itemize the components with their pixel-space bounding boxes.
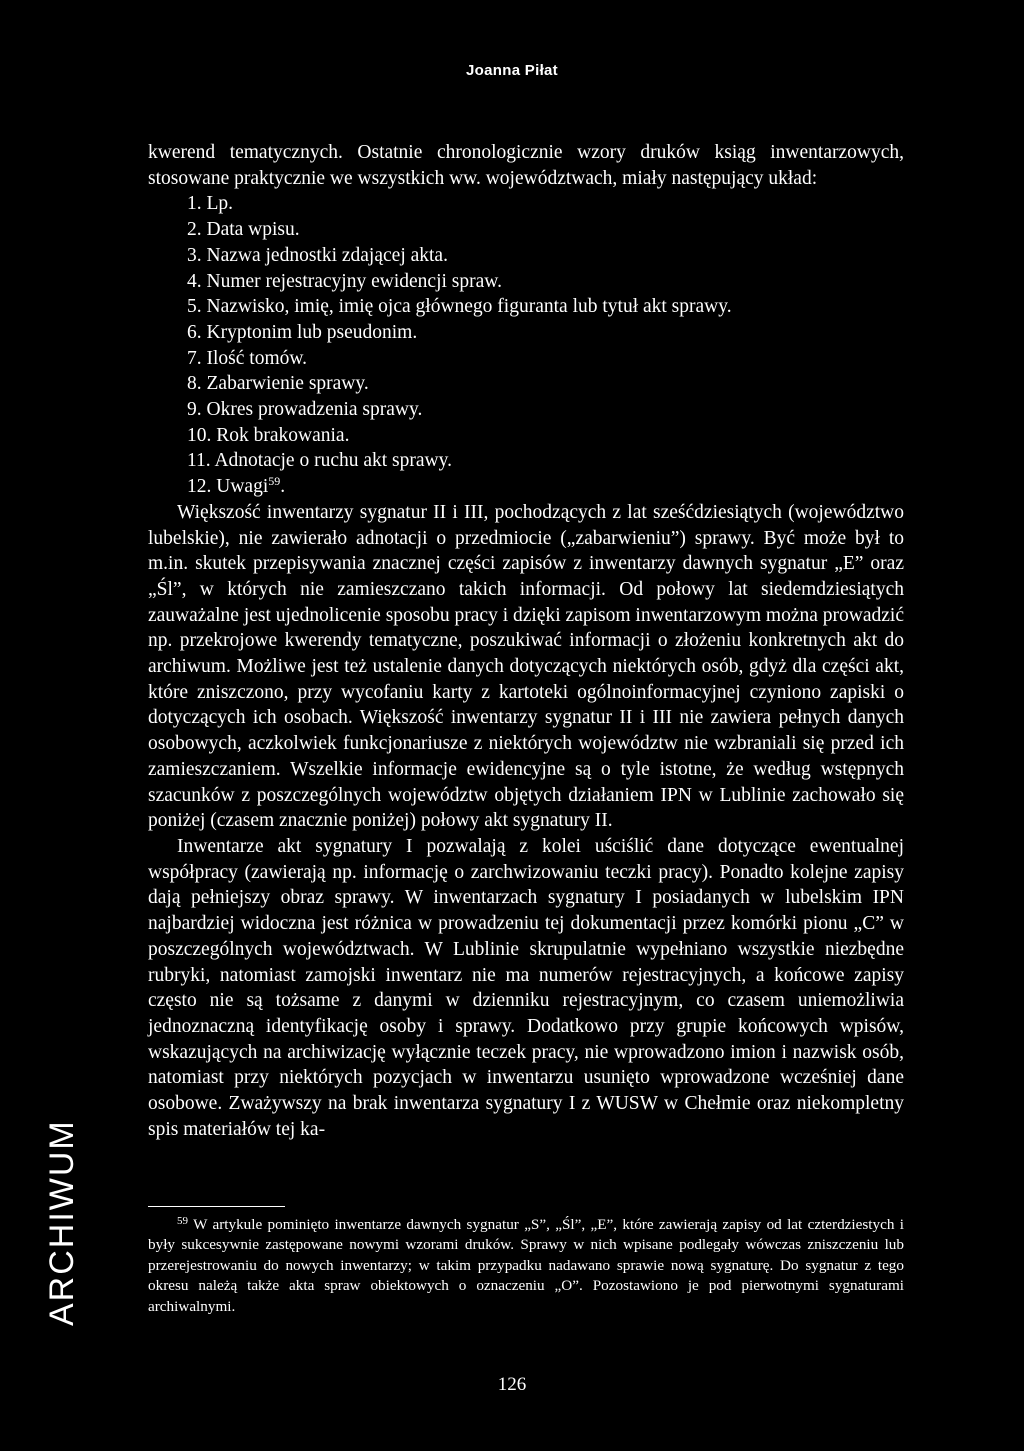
list-item: 6. Kryptonim lub pseudonim. [187, 321, 418, 343]
list-item: 7. Ilość tomów. [187, 347, 308, 369]
body-paragraph-2: Inwentarze akt sygnatury I pozwalają z kolei uściślić dane dotyczące ewentualnej współpracy (zawierają np. informację o zarchwizowaniu teczki pracy). Ponadto kolejne zapisy dają pełniejszy obraz sprawy. W inwentarzach sygnatury I posiadanych w lubelskim IPN najbardziej widoczna jest różnica w prowadzeniu tej dokumentacji przez komórki pionu „C” w poszczególnych województwach. W Lublinie skrupulatnie wypełniano wszystkie niezbędne rubryki, natomiast zamojski inwentarz nie ma numerów rejestracyjnych, a końcowe zapisy często nie są tożsame z danymi w dzienniku rejestracyjnym, co czasem uniemożliwia jednoznaczną identyfikację osoby i sprawy. Dodatkowo przy grupie końcowych wpisów, wskazujących na archiwizację wyłącznie teczek pracy, nie wprowadzono imion i nazwisk osób, natomiast przy niektórych pozycjach w inwentarzu usunięto wprowadzone wcześniej dane osobowe. Zważywszy na brak inwentarza sygnatury I z WUSW w Chełmie oraz niekompletny spis materiałów tej ka- [148, 835, 904, 1140]
running-header-author: Joanna Piłat [466, 62, 558, 79]
footnote-separator [148, 1206, 285, 1207]
list-item-last [187, 474, 904, 500]
list-item: 9. Okres prowadzenia sprawy. [187, 399, 423, 421]
field-list [148, 191, 904, 499]
list-item: 3. Nazwa jednostki zdającej akta. [187, 244, 448, 266]
footnote [148, 1215, 904, 1317]
body-paragraph-1: Większość inwentarzy sygnatur II i III, pochodzących z lat sześćdziesiątych (województwo lubelskie), nie zawierało adnotacji o przedmiocie („zabarwieniu”) sprawy. Być może był to m.in. skutek przepisywania znacznej części zapisów z inwentarzy dawnych sygnatur „E” oraz „Śl”, w których nie zamieszczano takich informacji. Od połowy lat siedemdziesiątych zauważalne jest ujednolicenie sposobu pracy i dzięki zapisom inwentarzowym można prowadzić np. przekrojowe kwerendy tematyczne, poszukiwać informacji o złożeniu konkretnych akt do archiwum. Możliwe jest też ustalenie danych dotyczących niektórych osób, gdyż dla części akt, które zniszczono, przy wycofaniu karty z kartoteki ogólnoinformacyjnej czyniono zapiski o dotyczących ich osobach. Większość inwentarzy sygnatur II i III nie zawiera pełnych danych osobowych, aczkolwiek funkcjonariusze z niektórych województw nie wzbraniali się przed ich zamieszczaniem. Wszelkie informacje ewidencyjne są o tyle istotne, że według wstępnych szacunków z poszczególnych województw objętych działaniem IPN w Lublinie zachowało się poniżej (czasem znacznie poniżej) połowy akt sygnatury II. [148, 501, 904, 832]
footnote-reference[interactable]: 59 [268, 474, 281, 489]
footnote-text: W artykule pominięto inwentarze dawnych sygnatur „S”, „Śl”, „E”, które zawierają zapisy od lat czterdziestych i były sukcesywnie zastępowane nowymi wzorami druków. Sprawy w nich wpisane podlegały wówczas zniszczeniu lub przerejestrowaniu do nowych inwentarzy; w takim przypadku nadawano sprawie nową sygnaturę. Do sygnatur z tego okresu należą także akta spraw obiektowych o oznaczeniu „O”. Pozostawiono je pod pierwotnymi sygnaturami archiwalnymi. [148, 1216, 904, 1315]
list-item: 5. Nazwisko, imię, imię ojca głównego figuranta lub tytuł akt sprawy. [187, 296, 732, 318]
list-item: 8. Zabarwienie sprawy. [187, 373, 369, 395]
list-item: 11. Adnotacje o ruchu akt sprawy. [187, 450, 452, 472]
list-item: 2. Data wpisu. [187, 219, 300, 241]
list-item: 10. Rok brakowania. [187, 424, 350, 446]
main-text [148, 140, 904, 1142]
side-journal-label: ARCHIWUM [43, 1119, 81, 1326]
footnote-number: 59 [177, 1215, 188, 1227]
intro-paragraph: kwerend tematycznych. Ostatnie chronologicznie wzory druków ksiąg inwentarzowych, stosowane praktycznie we wszystkich ww. województwach, miały następujący układ: [148, 142, 904, 189]
list-item-tail: . [280, 476, 286, 498]
list-item: 4. Numer rejestracyjny ewidencji spraw. [187, 270, 502, 292]
list-item-text: 12. Uwagi [187, 476, 269, 498]
list-item: 1. Lp. [187, 193, 234, 215]
page-number: 126 [497, 1374, 527, 1395]
